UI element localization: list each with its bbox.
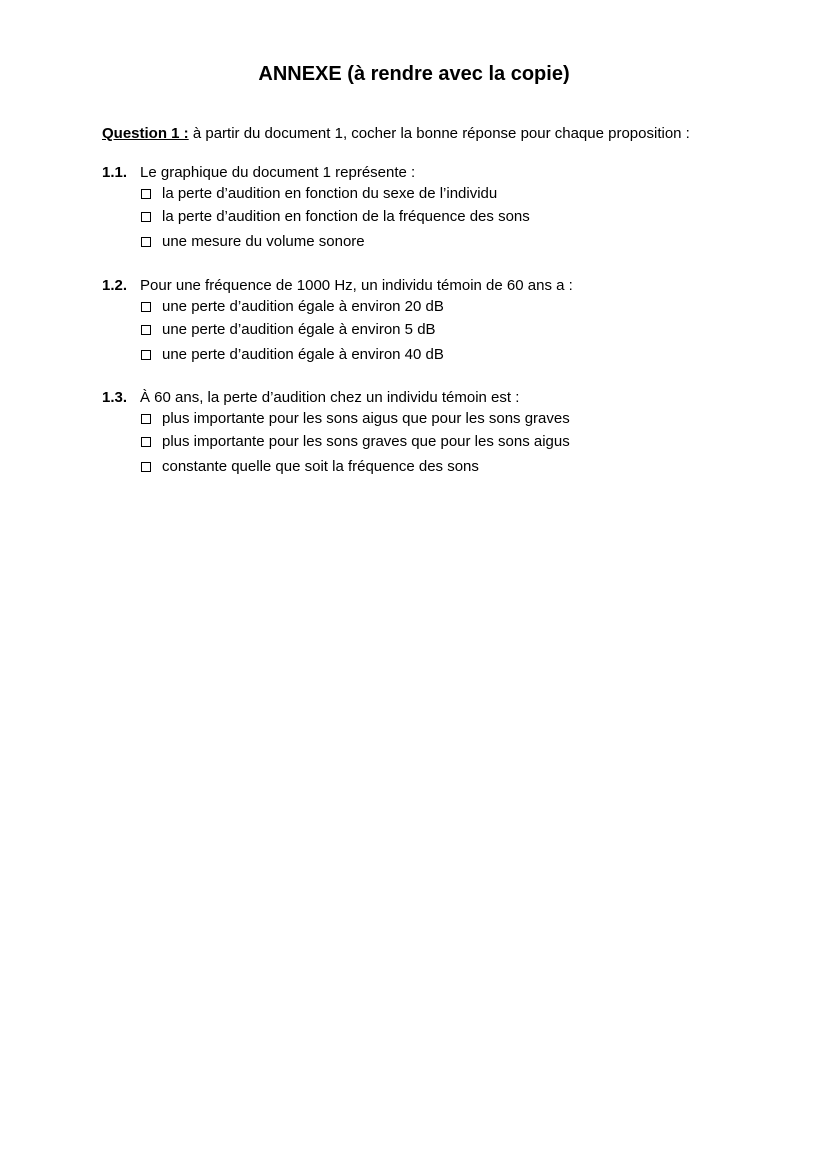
question-header bbox=[102, 163, 782, 183]
question-intro bbox=[102, 124, 690, 144]
checkbox[interactable] bbox=[141, 302, 151, 312]
answer-option[interactable] bbox=[140, 230, 782, 255]
answer-options bbox=[102, 408, 782, 479]
question-header bbox=[102, 388, 782, 408]
answer-option[interactable] bbox=[140, 408, 782, 430]
question-prompt: Pour une fréquence de 1000 Hz, un individu témoin de 60 ans a : bbox=[140, 277, 573, 294]
answer-option[interactable] bbox=[140, 205, 782, 230]
answer-label: une mesure du volume sonore bbox=[162, 232, 365, 250]
question-number: 1.1. bbox=[102, 164, 128, 181]
answer-label: la perte d’audition en fonction de la fréquence des sons bbox=[162, 208, 530, 226]
checkbox[interactable] bbox=[141, 414, 151, 424]
checkbox[interactable] bbox=[141, 212, 151, 222]
answer-label: une perte d’audition égale à environ 5 dB bbox=[162, 321, 436, 339]
answer-options bbox=[102, 183, 782, 254]
answer-option[interactable] bbox=[140, 296, 782, 318]
question-prompt: À 60 ans, la perte d’audition chez un individu témoin est : bbox=[140, 389, 520, 406]
answer-label: une perte d’audition égale à environ 20 dB bbox=[162, 298, 444, 315]
question-1-1 bbox=[102, 163, 782, 254]
question-prompt: Le graphique du document 1 représente : bbox=[140, 164, 416, 181]
answer-label: une perte d’audition égale à environ 40 dB bbox=[162, 345, 444, 363]
question-1-3 bbox=[102, 388, 782, 479]
answer-option[interactable] bbox=[140, 430, 782, 455]
question-number: 1.3. bbox=[102, 389, 128, 406]
answer-options bbox=[102, 296, 782, 367]
answer-option[interactable] bbox=[140, 183, 782, 205]
checkbox[interactable] bbox=[141, 437, 151, 447]
answer-label: la perte d’audition en fonction du sexe de l’individu bbox=[162, 185, 498, 202]
checkbox[interactable] bbox=[141, 350, 151, 360]
answer-label: plus importante pour les sons aigus que pour les sons graves bbox=[162, 410, 570, 427]
answer-option[interactable] bbox=[140, 343, 782, 368]
answer-option[interactable] bbox=[140, 318, 782, 343]
answer-label: plus importante pour les sons graves que pour les sons aigus bbox=[162, 433, 570, 451]
checkbox[interactable] bbox=[141, 237, 151, 247]
question-instruction: à partir du document 1, cocher la bonne réponse pour chaque proposition : bbox=[188, 125, 690, 142]
question-label: Question 1 : bbox=[102, 125, 189, 142]
answer-option[interactable] bbox=[140, 455, 782, 480]
checkbox[interactable] bbox=[141, 462, 151, 472]
checkbox[interactable] bbox=[141, 325, 151, 335]
checkbox[interactable] bbox=[141, 189, 151, 199]
question-number: 1.2. bbox=[102, 277, 128, 294]
page-title: ANNEXE (à rendre avec la copie) bbox=[258, 63, 570, 85]
question-1-2 bbox=[102, 276, 782, 367]
question-header bbox=[102, 276, 782, 296]
answer-label: constante quelle que soit la fréquence des sons bbox=[162, 457, 479, 475]
